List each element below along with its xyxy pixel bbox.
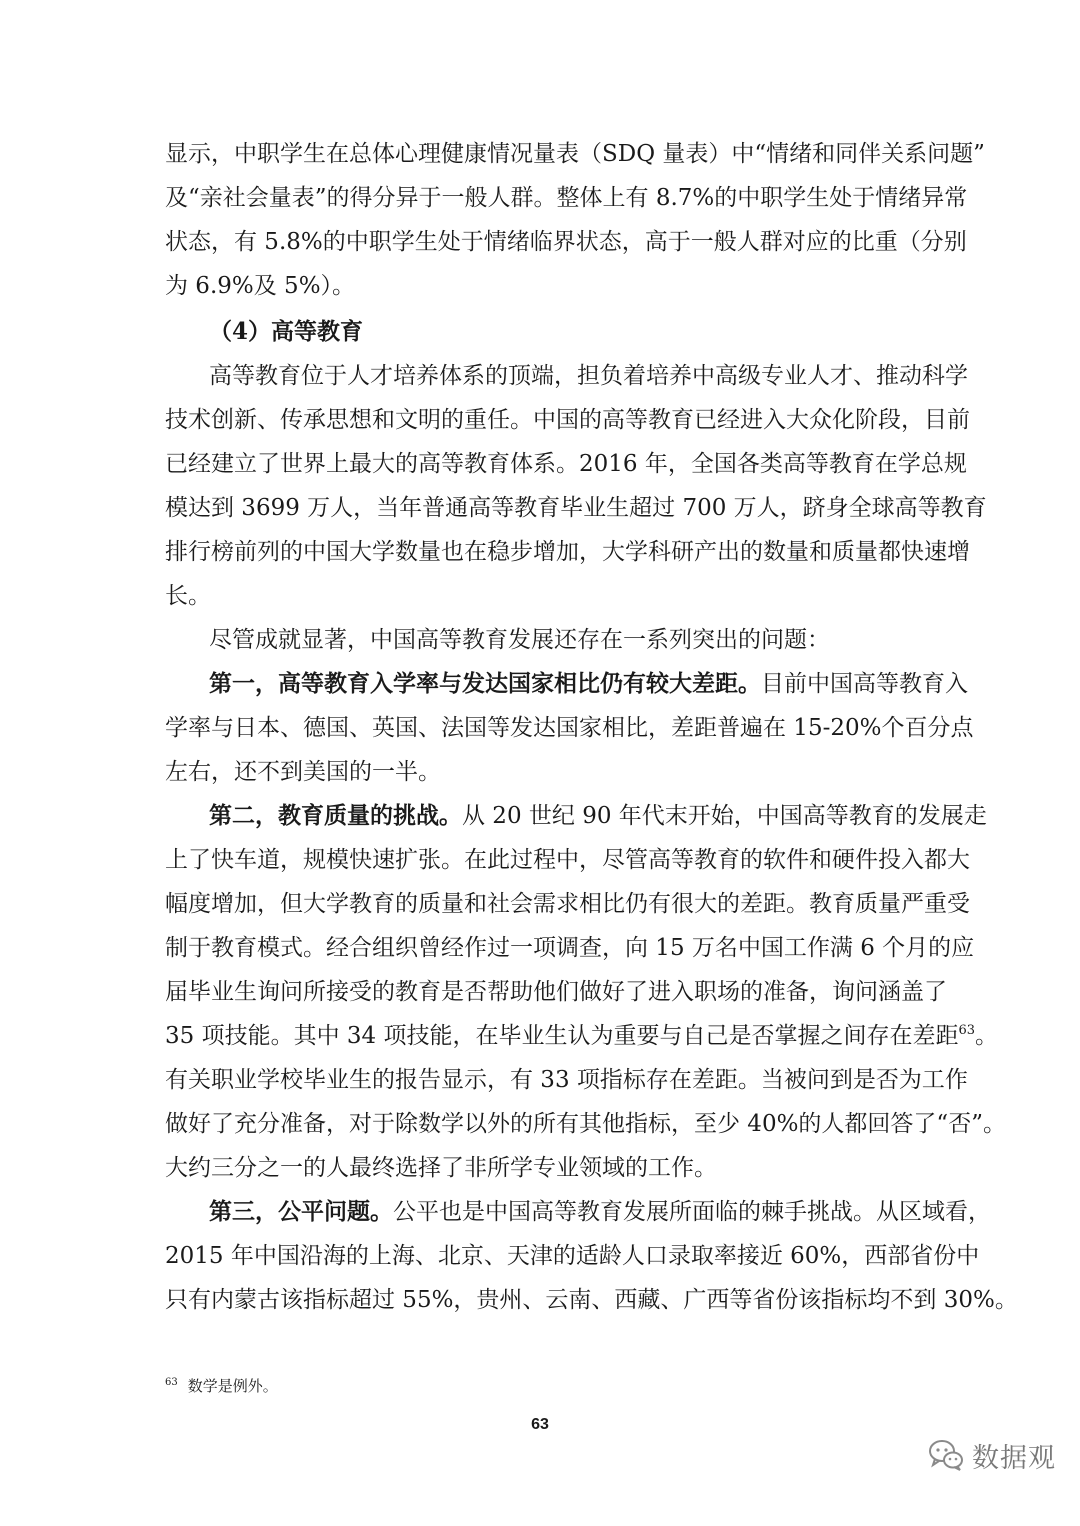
text-line: 左右，还不到美国的一半。 — [165, 759, 441, 785]
bold-lead: 第一，高等教育入学率与发达国家相比仍有较大差距。 — [209, 670, 761, 697]
text-run: 目前中国高等教育入 — [761, 671, 968, 697]
text-line: 长。 — [165, 583, 211, 609]
footnote-reference[interactable]: 63 — [958, 1023, 976, 1038]
page-number: 63 — [531, 1416, 549, 1433]
paragraph-first-enrollment — [165, 662, 974, 794]
text-run: 。 — [975, 1023, 999, 1049]
text-line: 有关职业学校毕业生的报告显示，有 33 项指标存在差距。当被问到是否为工作 — [165, 1067, 968, 1093]
text-run: 公平也是中国高等教育发展所面临的棘手挑战。从区域看， — [393, 1199, 991, 1225]
text-line: 只有内蒙古该指标超过 55%，贵州、云南、西藏、广西等省份该指标均不到 30%。 — [165, 1287, 1018, 1313]
text-line — [165, 794, 987, 838]
watermark — [928, 1430, 1056, 1480]
paragraph-third-equity — [165, 1190, 1018, 1322]
text-line: 尽管成就显著，中国高等教育发展还存在一系列突出的问题： — [209, 627, 830, 653]
wechat-icon — [928, 1438, 964, 1472]
text-line: 制于教育模式。经合组织曾经作过一项调查，向 15 万名中国工作满 6 个月的应 — [165, 935, 975, 961]
watermark-text: 数据观 — [972, 1442, 1056, 1474]
text-line: 模达到 3699 万人，当年普通高等教育毕业生超过 700 万人，跻身全球高等教育 — [165, 495, 987, 521]
text-line: 状态，有 5.8%的中职学生处于情绪临界状态，高于一般人群对应的比重（分别 — [165, 229, 967, 255]
paragraph-problems-intro — [165, 618, 917, 662]
text-line: 为 6.9%及 5%）。 — [165, 273, 356, 299]
paragraph-second-quality — [165, 794, 1006, 1190]
text-line — [165, 1190, 991, 1234]
bold-lead: 第三，公平问题。 — [209, 1198, 393, 1225]
footnote-text: 数学是例外。 — [187, 1377, 278, 1395]
text-line: 上了快车道，规模快速扩张。在此过程中，尽管高等教育的软件和硬件投入都大 — [165, 847, 970, 873]
text-line: 高等教育位于人才培养体系的顶端，担负着培养中高级专业人才、推动科学 — [209, 363, 968, 389]
paragraph-mental-health — [165, 132, 985, 308]
bold-lead: 第二，教育质量的挑战。 — [209, 802, 462, 829]
text-line: 大约三分之一的人最终选择了非所学专业领域的工作。 — [165, 1155, 717, 1181]
text-line: 排行榜前列的中国大学数量也在稳步增加，大学科研产出的数量和质量都快速增 — [165, 539, 970, 565]
text-line: 学率与日本、德国、英国、法国等发达国家相比，差距普遍在 15-20%个百分点 — [165, 715, 974, 741]
text-line: 技术创新、传承思想和文明的重任。中国的高等教育已经进入大众化阶段，目前 — [165, 407, 970, 433]
text-line: 届毕业生询问所接受的教育是否帮助他们做好了进入职场的准备，询问涵盖了 — [165, 979, 947, 1005]
text-line: 2015 年中国沿海的上海、北京、天津的适龄人口录取率接近 60%，西部省份中 — [165, 1243, 980, 1269]
footnote — [165, 1374, 278, 1398]
text-line: 及“亲社会量表”的得分异于一般人群。整体上有 8.7%的中职学生处于情绪异常 — [165, 185, 968, 211]
text-line: 显示，中职学生在总体心理健康情况量表（SDQ 量表）中“情绪和同伴关系问题” — [165, 141, 985, 167]
footnote-number: 63 — [165, 1377, 178, 1388]
paragraph-higher-education-intro — [165, 354, 987, 618]
text-line: 已经建立了世界上最大的高等教育体系。2016 年，全国各类高等教育在学总规 — [165, 451, 967, 477]
text-line: 幅度增加，但大学教育的质量和社会需求相比仍有很大的差距。教育质量严重受 — [165, 891, 970, 917]
text-line: 做好了充分准备，对于除数学以外的所有其他指标，至少 40%的人都回答了“否”。 — [165, 1111, 1006, 1137]
text-line — [165, 662, 968, 706]
text-run: 从 20 世纪 90 年代末开始，中国高等教育的发展走 — [462, 803, 987, 829]
text-run: 35 项技能。其中 34 项技能，在毕业生认为重要与自己是否掌握之间存在差距 — [165, 1023, 959, 1049]
section-heading: （4）高等教育 — [209, 318, 364, 345]
text-line — [165, 1014, 999, 1058]
